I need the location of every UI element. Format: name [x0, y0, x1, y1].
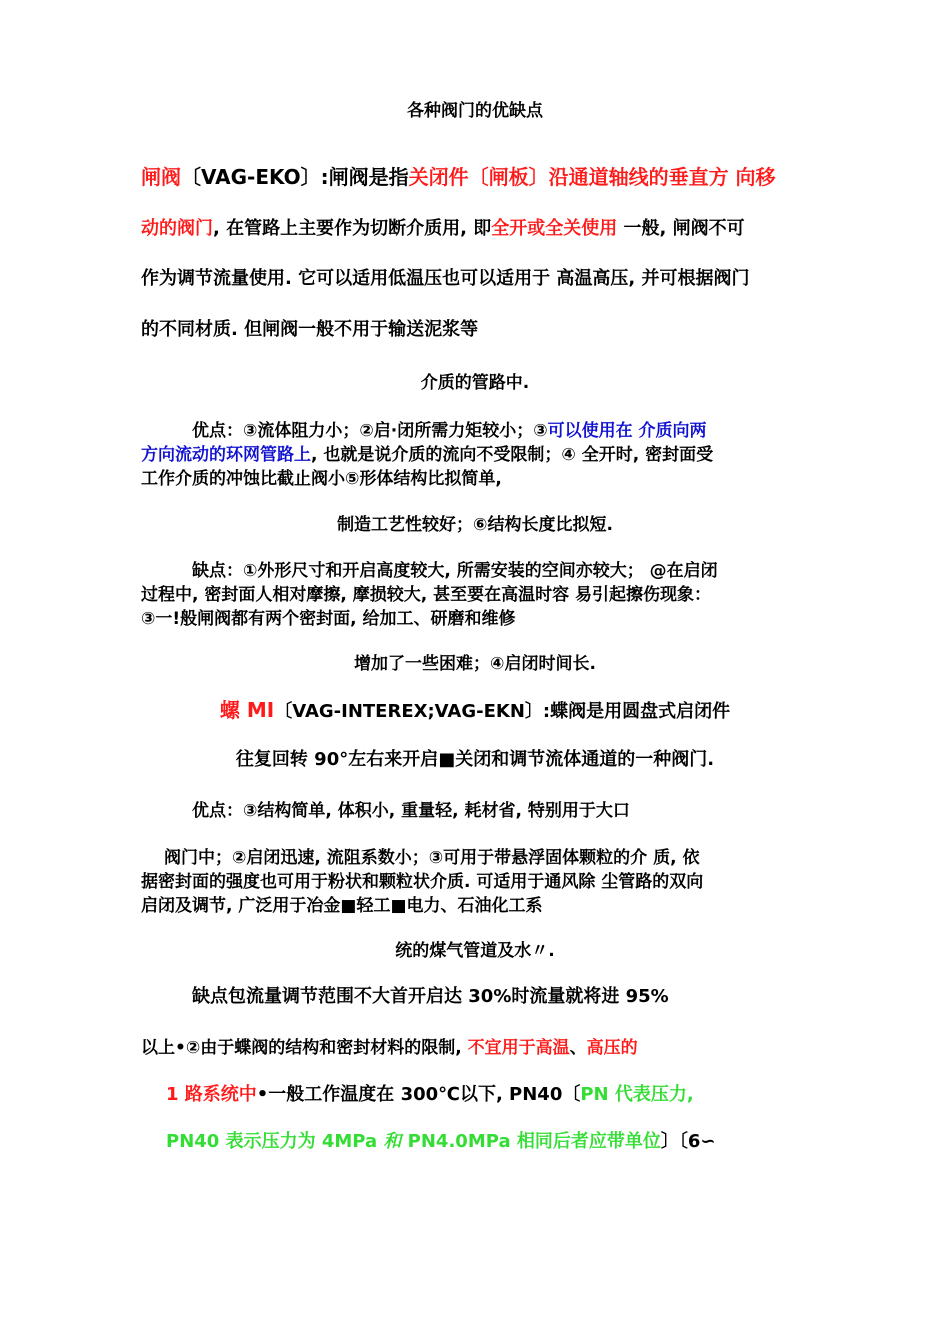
butterfly-dis-text-4: 〕〔6∽	[660, 1131, 716, 1152]
gate-text-2b: 一般, 闸阀不可	[617, 218, 745, 239]
gate-adv-line-3: 工作介质的冲蚀比截止阀小⑤形体结构比拟简单,	[141, 469, 502, 489]
gate-adv-highlight-2: 方向流动的环网管路上	[141, 445, 311, 465]
butterfly-adv-line-4: 启闭及调节, 广泛用于冶金■轻工■电力、石油化工系	[141, 896, 543, 916]
butterfly-dis-text-2: 以上•②由于蝶阀的结构和密封材料的限制,	[141, 1038, 468, 1058]
gate-highlight-3: 全开或全关使用	[491, 218, 618, 239]
gate-adv-highlight-1: 可以使用在 介质向两	[547, 421, 707, 441]
gate-dis-line-2: 过程中, 密封面人相对摩擦, 摩损较大, 甚至要在高温时容 易引起擦伤现象：	[141, 585, 712, 605]
gate-line-5: 介质的管路中.	[420, 373, 530, 393]
butterfly-dis-highlight-1: 不宜用于高温	[467, 1038, 570, 1058]
gate-line-4: 的不同材质. 但闸阀一般不用于输送泥浆等	[141, 319, 479, 340]
gate-dis-line-1: 缺点：①外形尺寸和开启高度较大, 所需安装的空间亦较大； @在启闭	[192, 561, 718, 581]
butterfly-adv-line-3: 据密封面的强度也可用于粉状和颗粒状介质. 可适用于通风除 尘管路的双向	[141, 872, 704, 892]
butterfly-dis-green-2: PN40 表示压力为 4MPa	[166, 1131, 384, 1152]
gate-line-3: 作为调节流量使用. 它可以适用低温压也可以适用于 高温高压, 并可根据阀门	[141, 268, 750, 289]
butterfly-dis-text-3: •一般工作温度在 300℃以下, PN40〔	[256, 1084, 581, 1105]
butterfly-name: 螺 MI	[219, 698, 275, 722]
gate-dis-line-4: 增加了一些困难；④启闭时间长.	[354, 654, 596, 674]
butterfly-dis-green-1: PN 代表压力,	[580, 1084, 694, 1105]
butterfly-dis-highlight-3: 1 路系统中	[166, 1084, 257, 1105]
butterfly-dis-line-2	[141, 1038, 638, 1058]
gate-dis-line-3: ③一!般闸阀都有两个密封面, 给加工、研磨和维修	[141, 609, 516, 629]
gate-adv-line-1	[192, 421, 707, 441]
gate-name: 闸阀	[141, 165, 181, 189]
gate-text-2: , 在管路上主要作为切断介质用, 即	[213, 218, 492, 239]
gate-adv-text-1: 优点：③流体阻力小；②启·闭所需力矩较小；③	[192, 421, 548, 441]
butterfly-adv-line-1: 优点：③结构简单, 体积小, 重量轻, 耗材省, 特别用于大口	[192, 801, 630, 821]
butterfly-heading-2: 往复回转 90°左右来开启■关闭和调节流体通道的一种阀门.	[235, 749, 715, 770]
butterfly-dis-green-4: PN4.0MPa 相同后者应带单位	[401, 1131, 661, 1152]
gate-adv-text-2: , 也就是说介质的流向不受限制；④ 全开时, 密封面受	[311, 445, 714, 465]
butterfly-dis-highlight-2: 高压的	[586, 1038, 638, 1058]
butterfly-code: 〔VAG-INTEREX;VAG-EKN〕:蝶阀是用圆盘式启闭件	[274, 701, 731, 722]
butterfly-dis-line-1: 缺点包流量调节范围不大首开启达 30%时流量就将进 95%	[192, 986, 669, 1007]
gate-highlight-2: 动的阀门	[141, 218, 213, 239]
butterfly-dis-line-3	[166, 1084, 694, 1106]
gate-adv-line-2	[141, 445, 713, 465]
butterfly-heading	[0, 698, 950, 723]
gate-highlight-1: 关闭件〔闸板〕沿通道轴线的垂直方 向移	[408, 165, 776, 189]
gate-line-1	[141, 165, 776, 189]
butterfly-adv-line-5: 统的煤气管道及水〃.	[395, 941, 555, 961]
gate-code: 〔VAG-EKO〕:闸阀是指	[181, 165, 409, 189]
butterfly-adv-line-2: 阀门中；②启闭迅速, 流阻系数小；③可用于带悬浮固体颗粒的介 质, 依	[164, 848, 700, 868]
gate-line-2	[141, 218, 745, 240]
butterfly-dis-sep: 、	[569, 1038, 587, 1058]
page-title: 各种阀门的优缺点	[407, 101, 543, 121]
butterfly-dis-green-3: 和	[383, 1131, 402, 1152]
gate-adv-line-4: 制造工艺性较好；⑥结构长度比拟短.	[337, 515, 613, 535]
butterfly-dis-line-4	[166, 1131, 715, 1153]
